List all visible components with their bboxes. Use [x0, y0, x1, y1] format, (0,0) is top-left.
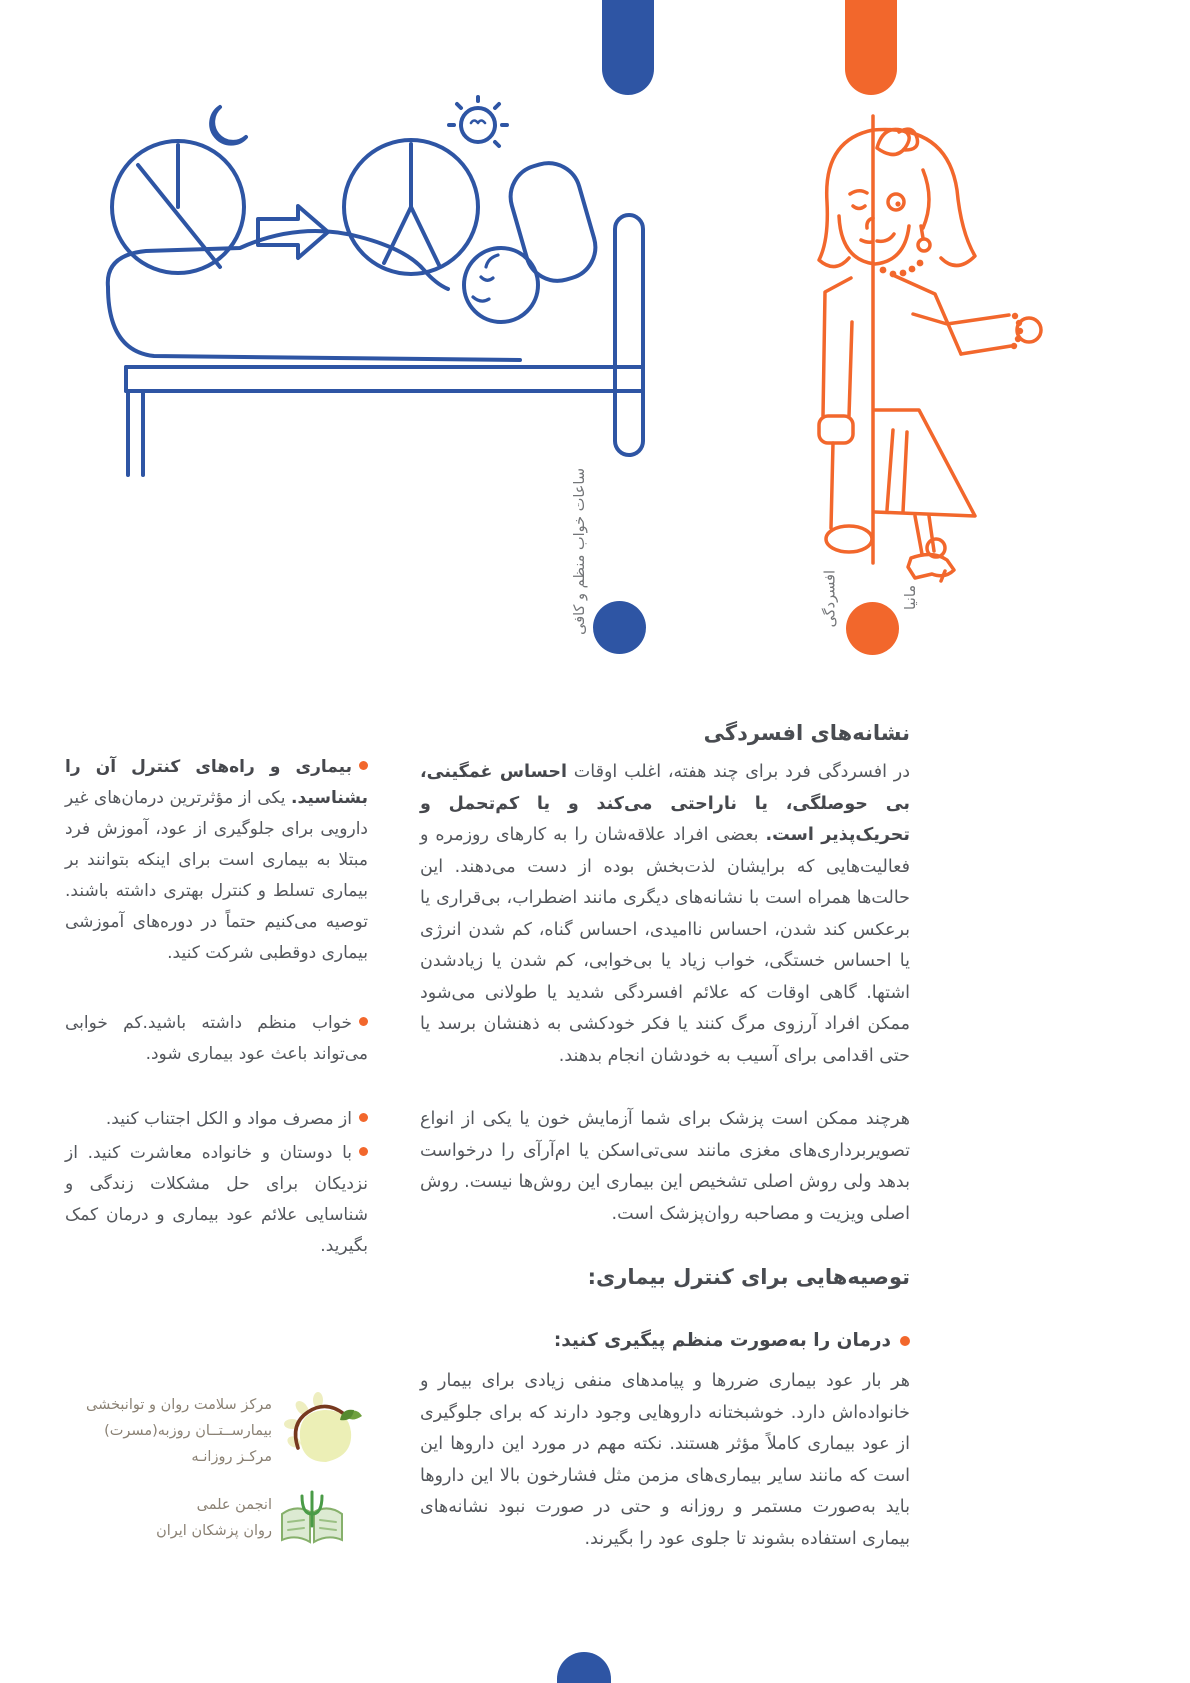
iranian-psychiatric-association-logo: [276, 1488, 348, 1552]
right-arm-lower-line: [961, 346, 1011, 354]
orange-pill-decoration: [845, 0, 897, 95]
roozbeh-daycare-logo: [282, 1390, 366, 1470]
list-item-socialize: با دوستان و خانواده معاشرت کنید. از نزدیکان برای حل مشکلات زندگی و شناسایی علائم عود بیماری و درمان کمک بگیرید.: [65, 1143, 368, 1256]
tip-follow-treatment: [420, 1330, 910, 1351]
orange-circle-decoration: [846, 602, 899, 655]
bullet-icon: [900, 1336, 910, 1346]
winking-eye: [853, 206, 865, 209]
blue-pill-bottom-decoration: [557, 1652, 611, 1683]
list-item-avoid-substances: از مصرف مواد و الکل اجتناب کنید.: [65, 1104, 368, 1135]
open-eye: [888, 194, 904, 210]
bullet-icon: [359, 761, 368, 770]
left-foot: [826, 526, 872, 552]
pillow: [503, 156, 603, 289]
blue-pill-decoration: [602, 0, 654, 95]
paragraph-diagnosis: هرچند ممکن است پزشک برای شما آزمایش خون یا یکی از انواع تصویربرداری‌های مغزی مانند سی‌تی‌اسکن یا ام‌آرآی را درخواست بدهد ولی روش اصلی تشخیص این بیماری این روش‌ها نیست. روش اصلی ویزیت و مصاحبه روان‌پزشک است.: [420, 1109, 910, 1224]
earring-icon: [918, 239, 930, 251]
sun-fruit-icon: [284, 1392, 362, 1462]
bold-symptoms-text: احساس غمگینی، بی حوصلگی، یا ناراحتی می‌کند و یا کم‌تحمل و تحریک‌پذیر است.: [420, 762, 910, 845]
psi-book-icon: [282, 1492, 342, 1542]
bullet-icon: [359, 1113, 368, 1122]
bullet-icon: [359, 1017, 368, 1026]
sun-icon: [449, 97, 507, 146]
heading-control-tips: توصیه‌هایی برای کنترل بیماری:: [587, 1265, 910, 1289]
left-cuff: [819, 416, 853, 443]
mattress-outline: [108, 287, 520, 360]
heading-depression-signs: نشانه‌های افسردگی: [703, 721, 910, 745]
tip-title: درمان را به‌صورت منظم پیگیری کنید:: [553, 1330, 891, 1351]
sleep-caption-vertical-label: ساعات خواب منظم و کافی: [572, 468, 588, 635]
left-arm-outer: [823, 278, 851, 416]
bed-post: [615, 215, 643, 455]
mouth-smile-half: [877, 234, 894, 241]
right-shoulder: [895, 276, 961, 354]
mania-vertical-label: مانیا: [903, 585, 919, 611]
list-item-regular-sleep: خواب منظم داشته باشید.کم خوابی می‌تواند باعث عود بیماری شود.: [65, 1013, 368, 1064]
mouth-sad-half: [861, 240, 872, 242]
list-item-know-disease: بیماری و راه‌های کنترل آن را بشناسید. یکی از مؤثرترین درمان‌های غیر دارویی برای جلوگیری از عود، آموزش فرد مبتلا به بیماری است برای اینکه بتوانند بر بیماری تسلط و کنترل بهتری داشته باشند. توصیه می‌کنیم حتماً در دوره‌های آموزشی بیماری دوقطبی شرکت کنید.: [65, 757, 368, 963]
high-heel-shoe-icon: [908, 554, 954, 578]
org-roozbeh-text: مرکز سلامت روان و توانبخشی بیمارســتــان روزبه(مسرت) مرکـز روزانـه: [86, 1397, 272, 1465]
blue-circle-decoration: [593, 601, 646, 654]
paragraph-medication: هر بار عود بیماری ضررها و پیامدهای منفی زیادی برای بیمار و خانواده‌اش دارد. خوشبختانه داروهایی وجود دارند که برای جلوگیری از عود بیماری کاملاً مؤثر هستند. نکته مهم در مورد این داروها این است که مانند سایر بیماری‌های مزمن مثل فشارخون بالا این داروها باید به‌صورت مستمر و روزانه و حتی در صورت نبود نشانه‌های بیماری استفاده بشوند تا جلوی عود را بگیرند.: [420, 1371, 910, 1549]
depression-mania-split-woman-illustration: [795, 108, 1045, 588]
moon-icon: [211, 107, 246, 144]
right-arm-upper-line: [913, 314, 1009, 324]
depression-vertical-label: افسردگی: [822, 570, 838, 628]
paragraph-depression-description: در افسردگی فرد برای چند هفته، اغلب اوقات احساس غمگینی، بی حوصلگی، یا ناراحتی می‌کند و یا کم‌تحمل و تحریک‌پذیر است. بعضی افراد علاقه‌شان را به کارهای روزمره و فعالیت‌هایی که برایشان لذت‌بخش بوده از دست می‌دهند. این حالت‌ها همراه است با نشانه‌های دیگری مانند اضطراب، بی‌قراری یا برعکس کند شدن، احساس ناامیدی، احساس گناه، کم شدن انرژی یا احساس خستگی، خواب زیاد یا بی‌خوابی، کم شدن یا زیادشدن اشتها. گاهی اوقات که علائم افسردگی شدید یا طولانی می‌شود ممکن افراد آرزوی مرگ کنند یا فکر خودکشی به ذهنشان برسد یا حتی اقدامی برای آسیب به خودشان انجام بدهند.: [420, 762, 910, 1066]
bullet-icon: [359, 1147, 368, 1156]
sleep-schedule-illustration: [100, 95, 660, 485]
org-psychiatrists-text: انجمن علمی روان پزشکان ایران: [156, 1497, 272, 1539]
sleeping-person-head: [464, 248, 538, 322]
